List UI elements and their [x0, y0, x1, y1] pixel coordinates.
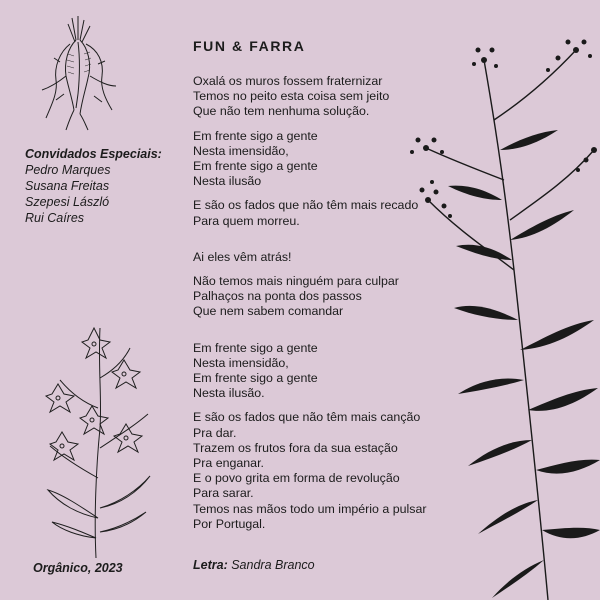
guest-name: Susana Freitas	[25, 179, 110, 193]
guest-name: Rui Caíres	[25, 211, 85, 225]
lyric-line: Pra dar.	[193, 425, 237, 440]
lyric-line: Temos nas mãos todo um império a pulsar	[193, 501, 427, 516]
lyric-line: Nesta ilusão.	[193, 386, 265, 401]
lyric-line: Ai eles vêm atrás!	[193, 249, 292, 264]
lyric-line: Oxalá os muros fossem fraternizar	[193, 74, 383, 88]
lyric-line: Para quem morreu.	[193, 213, 300, 228]
lyric-line: Que nem sabem comandar	[193, 304, 344, 319]
roots-illustration	[38, 14, 118, 132]
lyric-line: Em frente sigo a gente	[193, 371, 318, 386]
credit-label: Letra:	[193, 558, 228, 572]
lyric-line: Trazem os frutos fora da sua estação	[193, 440, 398, 455]
lyric-line: Em frente sigo a gente	[193, 340, 318, 355]
lyric-line: Nesta imensidão,	[193, 143, 289, 158]
lyric-line: E são os fados que não têm mais canção	[193, 410, 421, 425]
lyric-line: Em frente sigo a gente	[193, 159, 318, 174]
flower-branch-illustration	[38, 318, 160, 560]
lyric-line: Pra enganar.	[193, 456, 264, 471]
album-info: Orgânico, 2023	[33, 561, 123, 575]
lyric-line: Para sarar.	[193, 486, 254, 501]
stanza	[193, 129, 443, 190]
stanza	[193, 274, 443, 320]
lyric-line: Em frente sigo a gente	[193, 128, 318, 143]
stanza	[193, 410, 443, 532]
guest-heading: Convidados Especiais:	[25, 147, 162, 161]
lyric-line: Não temos mais ninguém para culpar	[193, 274, 399, 289]
lyric-line: Nesta ilusão	[193, 174, 262, 189]
song-title: FUN & FARRA	[193, 38, 306, 54]
lyric-line: Palhaços na ponta dos passos	[193, 289, 362, 304]
guest-list	[25, 146, 162, 226]
guest-name: Pedro Marques	[25, 163, 111, 177]
lyric-line: Por Portugal.	[193, 516, 266, 531]
lyric-line: Temos no peito esta coisa sem jeito	[193, 89, 390, 104]
stanza	[193, 250, 443, 265]
guest-name: Szepesi László	[25, 195, 110, 209]
stanza	[193, 341, 443, 402]
stanza	[193, 198, 443, 228]
credit-author: Sandra Branco	[231, 558, 315, 572]
lyric-line: E são os fados que não têm mais recado	[193, 198, 419, 213]
lyric-line: E o povo grita em forma de revolução	[193, 471, 400, 486]
lyrics	[193, 38, 443, 541]
lyrics-credit	[193, 558, 315, 572]
lyric-line: Que não tem nenhuma solução.	[193, 104, 370, 119]
stanza	[193, 74, 443, 120]
lyric-line: Nesta imensidão,	[193, 355, 289, 370]
